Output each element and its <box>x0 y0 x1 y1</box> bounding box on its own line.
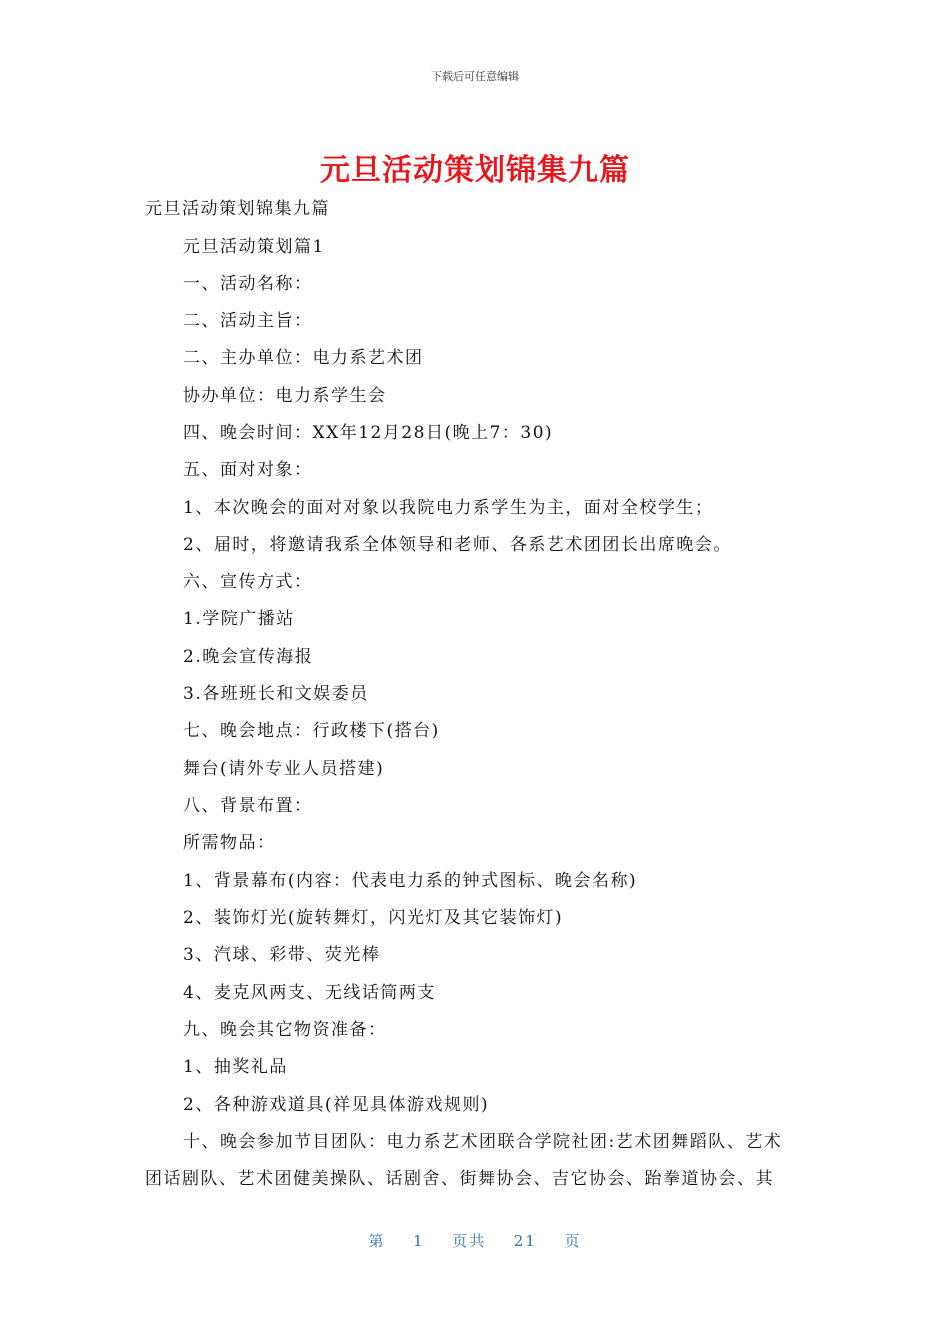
footer-of-label: 页共 <box>452 1232 487 1250</box>
body-line: 二、主办单位：电力系艺术团 <box>183 348 424 368</box>
body-line: 3.各班班长和文娱委员 <box>183 684 369 704</box>
page-footer <box>0 1230 950 1251</box>
body-line: 九、晚会其它物资准备： <box>183 1020 387 1040</box>
body-line: 五、面对对象： <box>183 460 313 480</box>
header-note: 下载后可任意编辑 <box>431 70 519 83</box>
body-line: 七、晚会地点：行政楼下(搭台) <box>183 721 440 741</box>
body-line: 舞台(请外专业人员搭建) <box>183 759 385 779</box>
body-line: 团话剧队、艺术团健美操队、话剧舍、街舞协会、吉它协会、跆拳道协会、其 <box>145 1169 774 1189</box>
body-line: 1、本次晚会的面对对象以我院电力系学生为主，面对全校学生； <box>183 498 714 518</box>
body-line: 二、活动主旨： <box>183 311 313 331</box>
body-line: 元旦活动策划锦集九篇 <box>145 199 330 219</box>
footer-page-number: 1 <box>413 1232 425 1250</box>
body-line: 元旦活动策划篇1 <box>183 237 325 257</box>
body-line: 2、装饰灯光(旋转舞灯，闪光灯及其它装饰灯) <box>183 908 564 928</box>
body-line: 十、晚会参加节目团队：电力系艺术团联合学院社团:艺术团舞蹈队、艺术 <box>183 1132 783 1152</box>
document-title: 元旦活动策划锦集九篇 <box>320 153 630 188</box>
body-line: 八、背景布置： <box>183 796 313 816</box>
body-line: 2.晚会宣传海报 <box>183 647 314 667</box>
body-line: 一、活动名称： <box>183 274 313 294</box>
footer-page-suffix: 页 <box>564 1232 582 1250</box>
footer-total-pages: 21 <box>513 1232 537 1250</box>
body-line: 2、届时，将邀请我系全体领导和老师、各系艺术团团长出席晚会。 <box>183 535 732 555</box>
body-line: 四、晚会时间：XX年12月28日(晚上7：30) <box>183 423 554 443</box>
body-line: 2、各种游戏道具(祥见具体游戏规则) <box>183 1095 490 1115</box>
footer-page-label: 第 <box>368 1232 386 1250</box>
body-line: 4、麦克风两支、无线话筒两支 <box>183 983 436 1003</box>
body-line: 六、宣传方式： <box>183 572 313 592</box>
body-line: 协办单位：电力系学生会 <box>183 386 387 406</box>
body-line: 3、汽球、彩带、荧光棒 <box>183 945 381 965</box>
body-line: 1.学院广播站 <box>183 609 295 629</box>
body-line: 1、背景幕布(内容：代表电力系的钟式图标、晚会名称) <box>183 871 638 891</box>
body-line: 1、抽奖礼品 <box>183 1057 288 1077</box>
body-line: 所需物品： <box>183 833 276 853</box>
